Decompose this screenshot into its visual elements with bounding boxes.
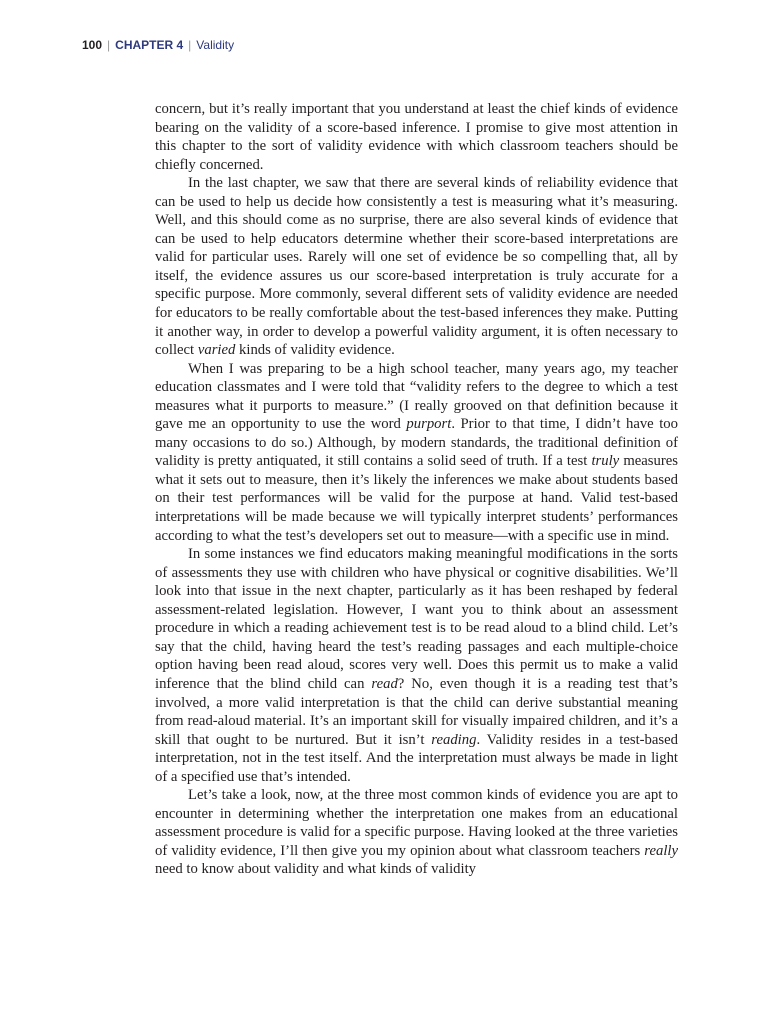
paragraph-definition bbox=[155, 360, 678, 545]
italic-emphasis: truly bbox=[591, 453, 620, 470]
text-run: . Validity resides in a test-based interpretation, not in the test itself. And the interpretation must always be made in light of a specified use that’s intended. bbox=[155, 731, 678, 785]
italic-emphasis: really bbox=[644, 842, 678, 859]
text-run: In some instances we find educators making meaningful modifications in the sorts of assessments they use with children who have physical or cognitive disabilities. We’ll look into that issue in the next chapter, particularly as it has been reshaped by federal assessment-related legislation. However, I want you to think about an assessment procedure in which a reading achievement test is to be read aloud to a blind child. Let’s say that the child, having heard the test’s reading passages and each multiple-choice option having been read aloud, scores very well. Does this permit us to make a valid inference that the blind child can bbox=[155, 546, 678, 692]
italic-emphasis: purport bbox=[406, 416, 452, 433]
paragraph-modifications bbox=[155, 545, 678, 786]
chapter-title: Validity bbox=[196, 38, 235, 52]
paragraph-reliability-evidence bbox=[155, 174, 678, 359]
header-divider: | bbox=[188, 38, 192, 52]
text-run: . Prior to that time, I didn’t have too many occasions to do so.) Although, by modern standards, the traditional definition of validity is pretty antiquated, it still contains a solid seed of truth. If a test bbox=[155, 416, 678, 470]
text-run: need to know about validity and what kinds of validity bbox=[155, 861, 477, 878]
page-number: 100 bbox=[82, 38, 103, 52]
text-run: kinds of validity evidence. bbox=[235, 342, 395, 359]
header-divider: | bbox=[107, 38, 111, 52]
text-run: When I was preparing to be a high school teacher, many years ago, my teacher education classmates and I were told that “validity refers to the degree to which a test measures what it purports to measure.” (I really grooved on that definition because it gave me an opportunity to use the word bbox=[155, 360, 678, 433]
chapter-label: CHAPTER 4 bbox=[115, 38, 184, 52]
italic-emphasis: varied bbox=[197, 342, 236, 359]
text-run: Let’s take a look, now, at the three most common kinds of evidence you are apt to encounter in determining whether the interpretation one makes from an educational assessment procedure is valid for a specific purpose. Having looked at the three varieties of validity evidence, I’ll then give you my opinion about what classroom teachers bbox=[155, 787, 678, 859]
text-run: ? No, even though it is a reading test that’s involved, a more valid interpretation is that the child can derive substantial meaning from read-aloud material. It’s an important skill for visually impaired children, and it’s a skill that ought to be nurtured. But it isn’t bbox=[155, 675, 678, 748]
italic-emphasis: read bbox=[371, 675, 398, 692]
text-run: In the last chapter, we saw that there are several kinds of reliability evidence that can be used to help us decide how consistently a test is measuring what it’s measuring. Well, and this should come as no surprise, there are also several kinds of evidence that can be used to help educators determine whether their score-based interpretations are valid for particular uses. Rarely will one set of evidence be so compelling that, all by itself, the evidence assures us our score-based interpretation is truly accurate for a specific purpose. More commonly, several different sets of validity evidence are needed for educators to be really comfortable about the test-based inferences they make. Putting it another way, in order to develop a powerful validity argument, it is often necessary to collect bbox=[155, 175, 678, 359]
text-run: concern, but it’s really important that you understand at least the chief kinds of evidence bearing on the validity of a score-based inference. I promise to give most attention in this chapter to the sort of validity evidence with which classroom teachers should be chiefly concerned. bbox=[155, 101, 678, 173]
body-text bbox=[155, 100, 678, 879]
running-head bbox=[82, 38, 234, 52]
paragraph-three-kinds bbox=[155, 786, 678, 879]
text-run: measures what it sets out to measure, then it’s likely the inferences we make about students based on their test performances will be valid for the purpose at hand. Valid test-based interpretations will be made because we will typically interpret students’ performances according to what the test’s developers set out to measure—with a specific use in mind. bbox=[155, 453, 678, 544]
paragraph-continued bbox=[155, 100, 678, 174]
italic-emphasis: reading bbox=[431, 731, 477, 748]
